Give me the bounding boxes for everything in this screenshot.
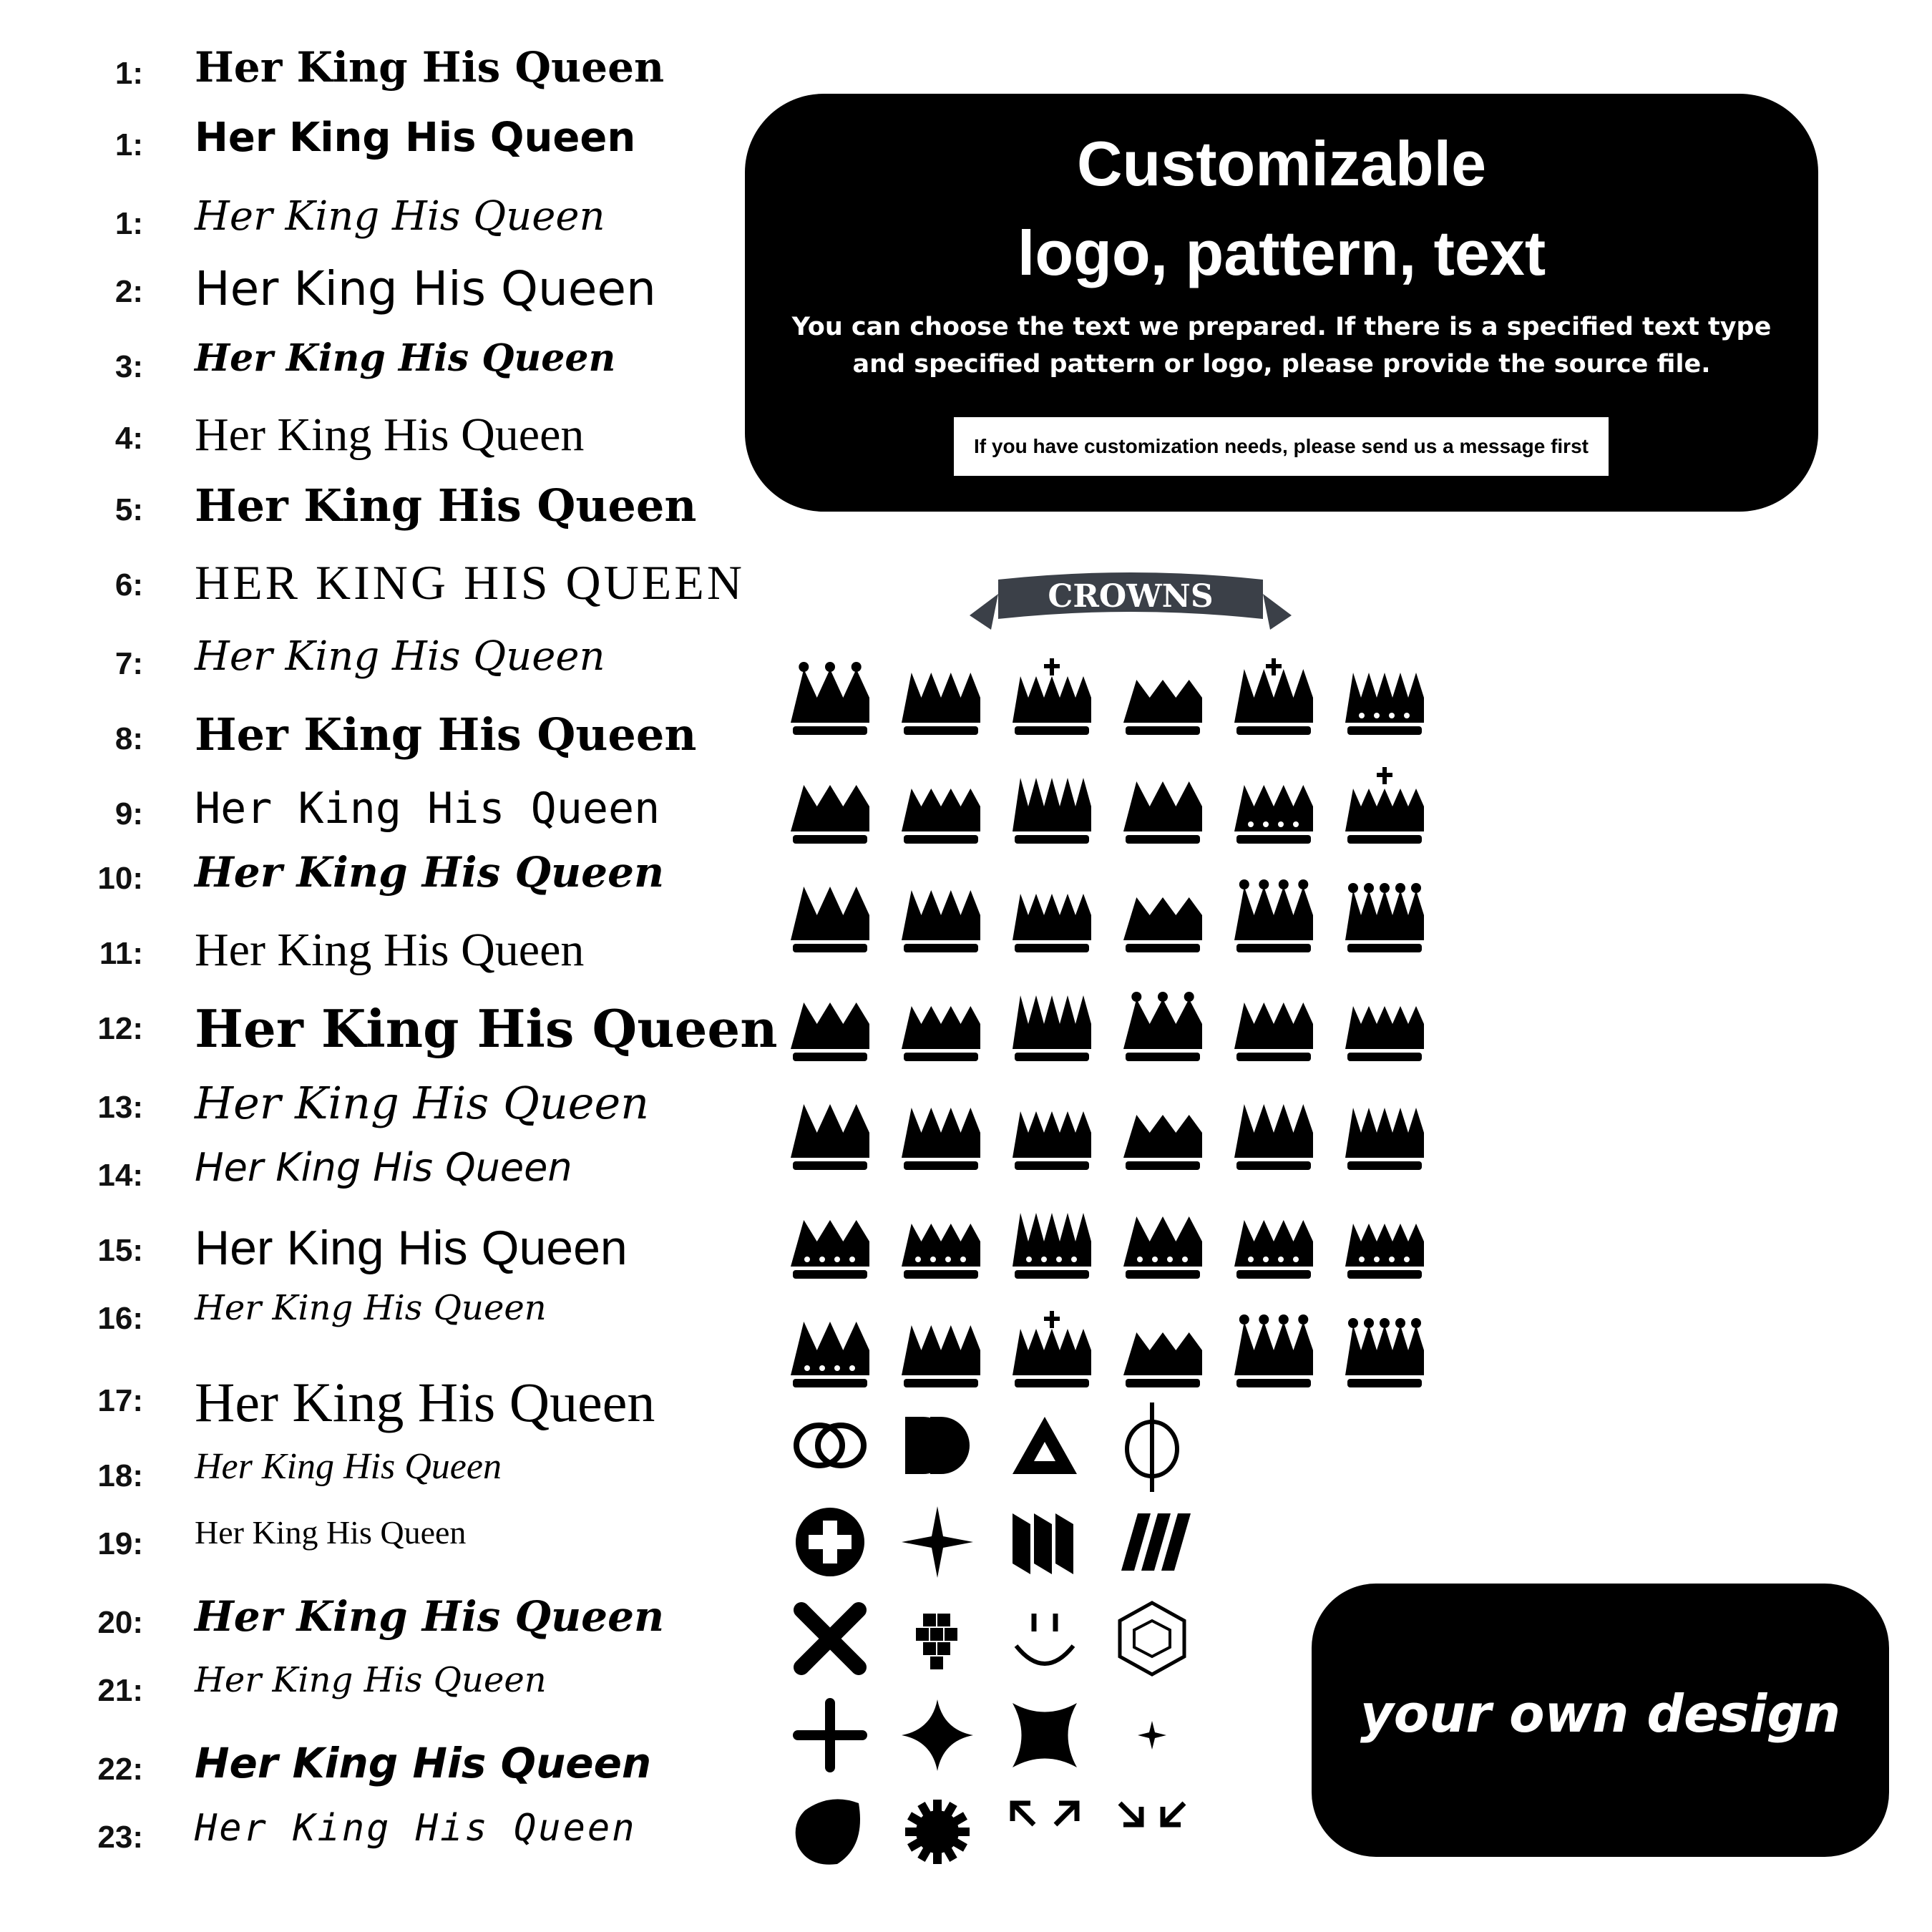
jeweled-crown-icon[interactable] — [1345, 673, 1424, 735]
font-sample-text: Her King His Queen — [195, 1371, 655, 1433]
waves-icon[interactable] — [905, 1417, 970, 1474]
message-notice-button[interactable]: If you have customization needs, please send us a message first — [954, 417, 1609, 476]
font-sample-text: Her King His Queen — [195, 114, 636, 161]
font-sample-number: 12: — [97, 1011, 143, 1046]
font-sample-number: 9: — [114, 796, 143, 831]
moon-crown-icon[interactable] — [1013, 1111, 1091, 1170]
expand-arrows-icon[interactable] — [1013, 1803, 1077, 1825]
font-sample-text: Her King His Queen — [195, 1739, 652, 1787]
crown-icon-grid — [787, 658, 1474, 1388]
font-sample-text: Her King His Queen — [195, 784, 660, 834]
font-sample-number: 4: — [114, 421, 143, 456]
phi-icon[interactable] — [1127, 1402, 1177, 1492]
collapse-arrows-icon[interactable] — [1120, 1803, 1184, 1825]
font-sample-number: 6: — [114, 567, 143, 602]
font-sample-text: Her King His Queen — [195, 193, 605, 240]
font-sample-number: 17: — [97, 1383, 143, 1418]
flame-crown-icon[interactable] — [791, 1104, 869, 1170]
font-sample-text: Her King His Queen — [195, 261, 656, 316]
spike-crown-icon[interactable] — [902, 1325, 980, 1387]
font-sample-text: Her King His Queen — [195, 633, 605, 680]
cross-crown-icon[interactable] — [1345, 767, 1424, 844]
band-crown-icon[interactable] — [1234, 1002, 1313, 1061]
font-sample-number: 11: — [99, 936, 143, 971]
fleur-crown-icon[interactable] — [1234, 658, 1313, 735]
star-crown-icon[interactable] — [791, 1220, 869, 1279]
font-sample-text: Her King His Queen — [195, 409, 585, 461]
font-sample-text: Her King His Queen — [195, 848, 665, 897]
plus-icon[interactable] — [798, 1703, 862, 1767]
font-sample-text: Her King His Queen — [195, 479, 697, 532]
font-sample-number: 21: — [97, 1673, 143, 1708]
pattern-icon-grid — [787, 1402, 1202, 1903]
royal-crown-icon[interactable] — [902, 890, 980, 952]
star-crown-icon[interactable] — [1013, 1213, 1091, 1279]
font-sample-number: 18: — [97, 1458, 143, 1493]
font-sample-number: 1: — [114, 56, 143, 91]
flat-crown-icon[interactable] — [791, 1002, 869, 1061]
font-sample-number: 5: — [114, 492, 143, 527]
triangle-icon[interactable] — [1013, 1417, 1077, 1474]
font-sample-number: 2: — [114, 274, 143, 309]
font-sample-text: Her King His Queen — [195, 1221, 628, 1275]
font-sample-text: Her King His Queen — [195, 924, 585, 976]
arch-crown-icon[interactable] — [1123, 680, 1202, 735]
font-sample-text: Her King His Queen — [195, 1446, 502, 1487]
font-sample-number: 23: — [97, 1820, 143, 1855]
hexagon-cube-icon[interactable] — [1120, 1603, 1184, 1674]
stripes-icon[interactable] — [1013, 1513, 1073, 1574]
tiara-crown-icon[interactable] — [902, 1006, 980, 1061]
x-icon[interactable] — [801, 1610, 859, 1667]
orb-crown-icon[interactable] — [1123, 992, 1202, 1061]
spike-crown-icon[interactable] — [1123, 1115, 1202, 1170]
own-design-box[interactable] — [1312, 1584, 1889, 1857]
font-sample-text: Her King His Queen — [195, 708, 697, 761]
font-sample-text: Her King His Queen — [195, 1592, 665, 1641]
cross-crown-icon[interactable] — [1013, 658, 1091, 735]
small-crown-icon[interactable] — [1013, 894, 1091, 952]
font-sample-number: 14: — [97, 1158, 143, 1193]
font-sample-number: 7: — [114, 646, 143, 681]
font-sample-text: Her King His Queen — [195, 43, 665, 92]
font-sample-text: Her King His Queen — [195, 1807, 637, 1850]
spike-crown-icon[interactable] — [1234, 1104, 1313, 1170]
font-sample-text: Her King His Queen — [195, 1660, 547, 1700]
font-sample-text: Her King His Queen — [195, 1077, 650, 1129]
font-sample-number: 1: — [114, 127, 143, 162]
jeweled-crown-icon[interactable] — [1234, 785, 1313, 844]
peak-crown-icon[interactable] — [1123, 897, 1202, 952]
font-sample-text: HER KING HIS QUEEN — [195, 555, 745, 610]
font-sample-text: Her King His Queen — [195, 998, 778, 1059]
rings-icon[interactable] — [796, 1425, 864, 1465]
font-sample-number: 3: — [114, 349, 143, 384]
crowns-label: CROWNS — [1048, 578, 1214, 615]
flame-crown-icon[interactable] — [902, 673, 980, 735]
small-star-icon[interactable] — [1138, 1721, 1166, 1750]
spike-crown-icon[interactable] — [1123, 781, 1202, 844]
ball-crown-icon[interactable] — [1345, 883, 1424, 952]
font-sample-text: Her King His Queen — [195, 1288, 547, 1328]
ball-crown-icon[interactable] — [1345, 1318, 1424, 1387]
font-sample-text: Her King His Queen — [195, 336, 616, 380]
font-sample-number: 20: — [97, 1605, 143, 1640]
leaf-icon[interactable] — [796, 1799, 860, 1864]
font-sample-number: 19: — [97, 1526, 143, 1561]
customization-banner — [745, 94, 1818, 512]
font-sample-number: 22: — [97, 1752, 143, 1787]
own-design-label: your own design — [1360, 1684, 1841, 1744]
banner-description: You can choose the text we prepared. If there is a specified text type and specified pattern or logo, please provide the source file. — [791, 313, 1772, 379]
petal-x-icon[interactable] — [1013, 1703, 1077, 1767]
simple-crown-icon[interactable] — [791, 785, 869, 844]
four-point-star-icon[interactable] — [902, 1699, 973, 1771]
star-crown-icon[interactable] — [902, 1224, 980, 1279]
burst-icon[interactable] — [905, 1800, 970, 1864]
orb-crown-icon[interactable] — [791, 662, 869, 735]
smile-icon[interactable] — [1016, 1614, 1073, 1664]
font-sample-number: 15: — [97, 1233, 143, 1268]
tiara-crown-icon[interactable] — [902, 789, 980, 844]
thin-crown-icon[interactable] — [1345, 1108, 1424, 1170]
font-sample-text: Her King His Queen — [195, 1145, 572, 1190]
font-sample-number: 13: — [97, 1090, 143, 1125]
star-crown-icon[interactable] — [1345, 1224, 1424, 1279]
font-sample-number: 8: — [114, 721, 143, 756]
spike-crown-icon[interactable] — [1123, 1332, 1202, 1387]
tulip-crown-icon[interactable] — [791, 887, 869, 952]
slashes-icon[interactable] — [1121, 1513, 1191, 1571]
font-sample-number: 16: — [97, 1301, 143, 1336]
orb-crown-icon[interactable] — [1234, 879, 1313, 952]
badge-cross-icon[interactable] — [796, 1508, 864, 1576]
star-crown-icon[interactable] — [791, 1322, 869, 1387]
banner-title-line2: logo, pattern, text — [1017, 218, 1546, 288]
checker-icon[interactable] — [916, 1614, 957, 1669]
font-sample-text: Her King His Queen — [195, 1514, 467, 1551]
font-sample-number: 10: — [97, 861, 143, 896]
star-crown-icon[interactable] — [1123, 1216, 1202, 1279]
spike-crown-icon[interactable] — [1013, 778, 1091, 844]
font-sample-number: 1: — [114, 206, 143, 241]
sparkle-icon[interactable] — [902, 1506, 973, 1578]
banner-title-line1: Customizable — [1076, 128, 1487, 199]
band-crown-icon[interactable] — [1345, 1006, 1424, 1061]
crowns-ribbon — [970, 565, 1292, 630]
tri-crown-icon[interactable] — [1013, 995, 1091, 1061]
star-crown-icon[interactable] — [1234, 1220, 1313, 1279]
ball-crown-icon[interactable] — [1234, 1314, 1313, 1387]
cross-crown-icon[interactable] — [1013, 1311, 1091, 1387]
heart-crown-icon[interactable] — [902, 1108, 980, 1170]
